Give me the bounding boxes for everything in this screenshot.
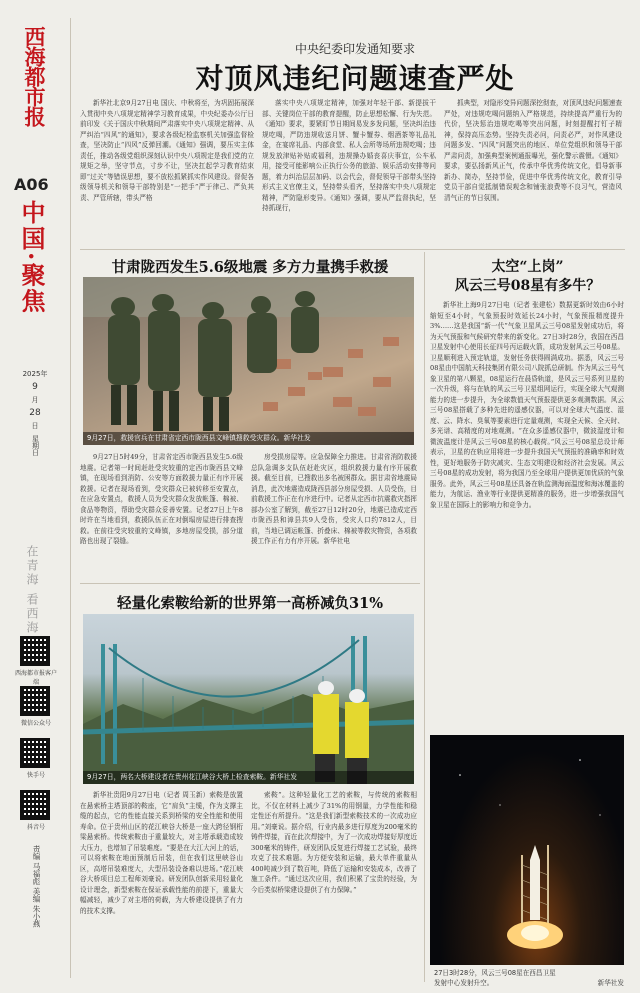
masthead-divider <box>70 18 71 978</box>
quake-column-1: 9月27日5时49分，甘肃省定西市陇西县发生5.6级地震。记者第一时间赶赴受灾较重的定西市陇西县文峰镇，在现场看到消防、公安等方面救援力量正有序开展救援。记者在现场看到，受灾群众已被转移至安置点，在应急安置点，救援人员为受灾群众发放帐篷、棉被、食品等物资，帮助受灾群众妥善安置。记者27日上午8时许在当地看到，救援队伍正在对倒塌房屋进行排查搜救。在前往受灾较重的文峰镇，多地房屋受损，部分道路也出现了裂缝。 <box>80 453 243 545</box>
quake-photo-art <box>83 277 414 445</box>
lead-headline: 对顶风违纪问题速查严处 <box>195 62 515 95</box>
quake-column-2: 房受损房屋等。应急保障全力推进。甘肃省消防救援总队急调多支队伍赶赴灾区，组织救援力量有序开展救援。截至目前，已搜救出多名被困群众。据甘肃省地震局消息，此次地震造成陇西县部分房屋受损、人员受伤，目前救援工作正在有序进行中。记者从定西市抗震救灾指挥部办公室了解到，截至27日12时20分，地震已造成定西市陇西县和漳县共9人受伤，受灾人口约7812人，目前，当地已调运帐篷、折叠床、棉被等救灾物资，各项救援工作正有力有序开展。新华社电 <box>251 453 417 545</box>
lead-bottom-rule <box>80 249 625 250</box>
qr-label-kuaishou: 快手号 <box>26 772 45 779</box>
lead-column-3: 抓典型，对隐形变异问题深挖彻查，对顶风违纪问题速查严处，对违规吃喝问题纳入严格规范，持续提高严重行为的代价，坚决惩治违规吃喝等突出问题，时刻提醒打钉子精神，保持高压态势。坚持失责必问，问责必严，对作风建设问题多发、“四风”问题突出的地区、单位党组织和领导干部严肃问责，加强典型案例通报曝光，强化警示震慑。《通知》要求，要弘扬新风正气，传承中华优秀传统文化，倡导新事新办、简办，坚持节俭，促进中华优秀传统文化，教育引导党员干部自觉抵制错误观念和铺张浪费等不良习气，营造风清气正的节日氛围。 <box>444 99 622 202</box>
rocket-launch-art <box>430 735 624 965</box>
bridge-headline: 轻量化索鞍给新的世界第一高桥减负31% <box>117 595 383 612</box>
qr-label-app: 西海都市报客户端 <box>14 670 57 686</box>
lead-kicker: 中央纪委印发通知要求 <box>294 42 415 56</box>
qr-code-douyin[interactable] <box>20 790 50 820</box>
qr-code-app[interactable] <box>20 636 50 666</box>
issue-date <box>22 368 48 456</box>
lead-column-2: 落实中央八项规定精神，加强对年轻干部、新提拔干部、关键岗位干部的教育提醒，防止思想松懈、行为失范。《通知》要求，要紧盯节日期间易发多发问题，坚决纠治违规吃喝，严防违规收送月饼、蟹卡蟹券、烟酒茶等礼品礼金，在宴席礼品、内部食堂、私人会所等场所违规吃喝；违规发放津贴补贴或福利，违规操办婚丧喜庆事宜，公车私用，接受可能影响公正执行公务的旅游、娱乐活动安排等问题，着力纠治层层加码、以会代会，督促领导干部带头坚持形式主义官僚主义，坚持带头看齐，坚持落实中央八项规定精神，严防隐形变异。《通知》强调，要从严监督执纪，坚持抓现行， <box>262 99 436 212</box>
bridge-column-1: 新华社贵阳9月27日电（记者 周玉新）索鞍是放置在悬索桥主塔顶部的鞍座，它“肩负”主缆，作为支撑主缆的起点，它的性能直接关系到桥梁的安全性能和使用寿命。位于贵州山区的花江峡谷大桥是一座大跨径钢桁梁悬索桥。传统索鞍由于重量较大，对主塔承载造成较大压力，也增加了吊装难度。“要是在大江大河上的话，可以将索鞍在地面预制后吊装，但在我们这里峡谷山区，高塔吊装难度大，大型吊装设备难以进场。”花江峡谷大桥项目总工程师刘豪说。研发团队创新采用轻量化设计理念，新型索鞍在保证承载性能的前提下，重量大幅减轻，减少了对主塔的荷载，为大桥建设提供了有力的技术支撑。 <box>80 791 243 915</box>
date-month-unit: 月 <box>31 396 39 404</box>
bridge-photo-caption: 9月27日，两名大桥建设者在贵州花江峡谷大桥上检查索鞍。新华社发 <box>83 771 414 784</box>
paper-name: 西海都市报 <box>22 26 47 126</box>
qr-label-douyin: 抖音号 <box>26 824 45 831</box>
slogan: 在青海 看西海 <box>25 545 39 635</box>
qr-code-kuaishou[interactable] <box>20 738 50 768</box>
date-day-unit: 日 <box>31 422 39 430</box>
date-weekday: 星期日 <box>31 435 40 456</box>
space-photo-credit: 新华社发 <box>597 979 624 987</box>
space-column-divider <box>424 252 425 982</box>
date-day: 28 <box>29 408 41 418</box>
space-headline <box>430 258 625 296</box>
quake-headline: 甘肃陇西发生5.6级地震 多方力量携手救援 <box>111 259 389 276</box>
space-headline-line2: 风云三号08星有多牛？ <box>454 278 601 294</box>
space-photo-caption <box>434 968 624 988</box>
quake-photo-caption: 9月27日，救援官兵在甘肃省定西市陇西县文峰镇搜救受灾群众。新华社发 <box>83 432 414 445</box>
section-code: A06 <box>14 175 49 194</box>
bridge-column-2: 索鞍”。这种轻量化工艺的索鞍，与传统的索鞍相比，不仅在材料上减少了31%的用钢量，力学性能和稳定性还有所提升。“这是我们新型索鞍技术的一次成功应用。”刘豪说。据介绍，行业内最多进行厚度为200毫米的铸件焊接，而在此次焊接中，为了一次成功焊接好厚度近300毫米的铸件，研发团队反复进行焊接工艺试验，最终攻克了技术难题。为方便安装和运输，最大单件重量从400吨减少到了数百吨，降低了运输和安装成本，改善了施工条件。“通过这次应用，我们积累了宝贵的经验，为今后类似桥梁建设提供了有力保障。” <box>251 791 417 894</box>
quake-bottom-rule <box>80 583 420 584</box>
qr-label-wechat: 微信公众号 <box>20 720 51 727</box>
bridge-photo-art <box>83 614 414 784</box>
quake-photo <box>83 277 414 445</box>
space-body: 新华社上海9月27日电（记者 张建松）数据更新时效由6小时缩短至4小时，气象预报时效延长24小时，气象预报精度提升3%……这是我国“新一代”气象卫星风云三号08星发射成功后，将为天气预报和气候研究带来的新变化。27日3时28分，我国在西昌卫星发射中心使用长征四号丙运载火箭，成功发射风云三号08星。卫星顺利进入预定轨道，发射任务获得圆满成功。据悉，风云三号08星由中国航天科技集团有限公司八院抓总研制。作为风云三号气象卫星的第八颗星，08星运行在晨昏轨道，是风云三号系列卫星的一次升级，将与在轨的风云三号卫星组网运行，实现全球大气观测能力的进一步提升，为全球数值天气预报提供更多观测数据。风云三号08星搭载了多种先进的遥感仪器，可以对全球大气温度、湿度、云、降水、臭氧等要素进行定量观测，实现全天候、全天时、多光谱、高精度的对地观测。“在众多遥感仪器中，微波湿度计和微波温度计是风云三号08星的核心载荷。”风云三号08星总设计师表示，卫星的在轨应用将进一步提升我国天气预报的准确率和时效性，更好地服务于防灾减灾、生态文明建设和经济社会发展。风云三号08星的成功发射，将为我国乃至全球用户提供更加优质的气象服务。此外，风云三号08星还具备在轨监测海面温度和海冰覆盖的能力，为航运、渔业等行业提供更精准的服务，进一步增强我国气象卫星在国际上的影响力和竞争力。 <box>430 301 624 509</box>
bridge-photo <box>83 614 414 784</box>
lead-column-1: 新华社北京9月27日电 国庆、中秋将至，为巩固拓展深入贯彻中央八项规定精神学习教育成果，中央纪委办公厅日前印发《关于国庆中秋期间严肃落实中央八项规定精神、从严纠治“四风”的通知》，要求各级纪检监察机关加强监督检查，坚决防止“四风”反弹回潮。《通知》强调，要压实主体责任，推动各级党组织深刻认识中央八项规定是我们党的立规矩之举，坚守节点，寸步不让，坚决扛起学习教育结束即“过关”等错误思想，要不放松抓紧抓实作风建设。督促各级领导机关和领导干部特别是“一把手”严于律己、严负其责、严管所辖，带头严格 <box>80 99 254 202</box>
date-year: 2025年 <box>22 370 48 378</box>
space-caption-line2: 发射中心发射升空。 <box>434 979 494 987</box>
date-month: 9 <box>32 382 38 392</box>
editors-credit: 责编 马福彪 美编 朱小燕 <box>32 845 41 928</box>
paper-logo <box>14 26 54 126</box>
space-photo <box>430 735 624 965</box>
space-headline-line1: 太空“上岗” <box>491 259 564 275</box>
section-name: 中国·聚焦 <box>17 200 46 315</box>
masthead-sidebar <box>0 0 70 993</box>
qr-code-wechat[interactable] <box>20 686 50 716</box>
space-caption-line1: 27日3时28分，风云三号08星在西昌卫星 <box>434 969 556 977</box>
